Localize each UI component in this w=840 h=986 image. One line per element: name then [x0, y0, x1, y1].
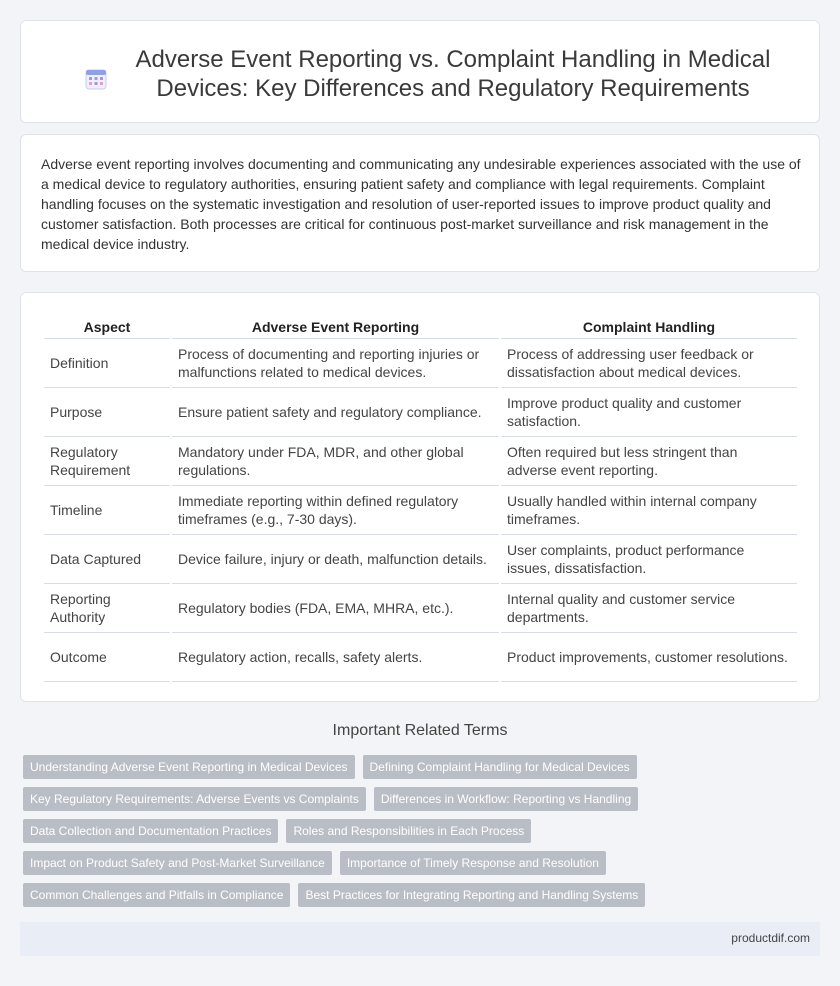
- footer: [20, 922, 820, 956]
- related-terms-row: [23, 755, 823, 779]
- table-row: [44, 388, 797, 437]
- related-terms-row: [23, 883, 823, 907]
- cell-complaint: Often required but less stringent than adverse event reporting.: [501, 437, 797, 486]
- table-row: [44, 437, 797, 486]
- column-header-complaint: Complaint Handling: [501, 314, 797, 339]
- table-row: [44, 339, 797, 388]
- related-term-tag[interactable]: Defining Complaint Handling for Medical Devices: [363, 755, 637, 779]
- cell-adverse-event: Ensure patient safety and regulatory compliance.: [172, 388, 499, 437]
- related-term-tag[interactable]: Common Challenges and Pitfalls in Compliance: [23, 883, 290, 907]
- cell-aspect: Timeline: [44, 486, 170, 535]
- related-term-tag[interactable]: Understanding Adverse Event Reporting in Medical Devices: [23, 755, 355, 779]
- intro-card: [20, 134, 820, 272]
- related-term-tag[interactable]: Differences in Workflow: Reporting vs Handling: [374, 787, 638, 811]
- cell-aspect: Purpose: [44, 388, 170, 437]
- cell-complaint: Process of addressing user feedback or dissatisfaction about medical devices.: [501, 339, 797, 388]
- cell-aspect: Reporting Authority: [44, 584, 170, 633]
- cell-adverse-event: Immediate reporting within defined regulatory timeframes (e.g., 7-30 days).: [172, 486, 499, 535]
- related-terms-row: [23, 851, 823, 875]
- column-header-aspect: Aspect: [44, 314, 170, 339]
- related-term-tag[interactable]: Key Regulatory Requirements: Adverse Events vs Complaints: [23, 787, 366, 811]
- related-terms-list: [23, 755, 823, 915]
- related-term-tag[interactable]: Impact on Product Safety and Post-Market Surveillance: [23, 851, 332, 875]
- table-row: [44, 633, 797, 682]
- comparison-table-card: [20, 292, 820, 702]
- cell-adverse-event: Regulatory action, recalls, safety alerts.: [172, 633, 499, 682]
- table-row: [44, 535, 797, 584]
- cell-aspect: Definition: [44, 339, 170, 388]
- cell-complaint: Improve product quality and customer satisfaction.: [501, 388, 797, 437]
- cell-complaint: Product improvements, customer resolutions.: [501, 633, 797, 682]
- cell-complaint: Usually handled within internal company timeframes.: [501, 486, 797, 535]
- related-term-tag[interactable]: Best Practices for Integrating Reporting and Handling Systems: [298, 883, 645, 907]
- footer-site-link[interactable]: productdif.com: [731, 931, 810, 945]
- related-terms-title: Important Related Terms: [332, 722, 508, 739]
- cell-adverse-event: Regulatory bodies (FDA, EMA, MHRA, etc.).: [172, 584, 499, 633]
- table-row: [44, 584, 797, 633]
- cell-aspect: Data Captured: [44, 535, 170, 584]
- related-term-tag[interactable]: Roles and Responsibilities in Each Process: [286, 819, 531, 843]
- related-term-tag[interactable]: Importance of Timely Response and Resolution: [340, 851, 606, 875]
- cell-adverse-event: Process of documenting and reporting injuries or malfunctions related to medical devices.: [172, 339, 499, 388]
- header-card: [20, 20, 820, 123]
- cell-complaint: User complaints, product performance issues, dissatisfaction.: [501, 535, 797, 584]
- column-header-adverse-event: Adverse Event Reporting: [172, 314, 499, 339]
- cell-adverse-event: Mandatory under FDA, MDR, and other global regulations.: [172, 437, 499, 486]
- cell-complaint: Internal quality and customer service departments.: [501, 584, 797, 633]
- cell-adverse-event: Device failure, injury or death, malfunction details.: [172, 535, 499, 584]
- table-row: [44, 486, 797, 535]
- related-terms-row: [23, 787, 823, 811]
- cell-aspect: Outcome: [44, 633, 170, 682]
- related-terms-row: [23, 819, 823, 843]
- page-title: Adverse Event Reporting vs. Complaint Handling in Medical Devices: Key Differences and Regulatory Requirements: [135, 46, 771, 102]
- comparison-table: [42, 314, 799, 682]
- intro-paragraph: Adverse event reporting involves documenting and communicating any undesirable experiences associated with the use of a medical device to regulatory authorities, ensuring patient safety and compliance with legal requirements. Complaint handling focuses on the systematic investigation and resolution of user-reported issues to improve product quality and customer satisfaction. Both processes are critical for continuous post-market surveillance and risk management in the medical device industry.: [41, 156, 801, 252]
- cell-aspect: Regulatory Requirement: [44, 437, 170, 486]
- related-term-tag[interactable]: Data Collection and Documentation Practices: [23, 819, 278, 843]
- table-header-row: [44, 314, 797, 339]
